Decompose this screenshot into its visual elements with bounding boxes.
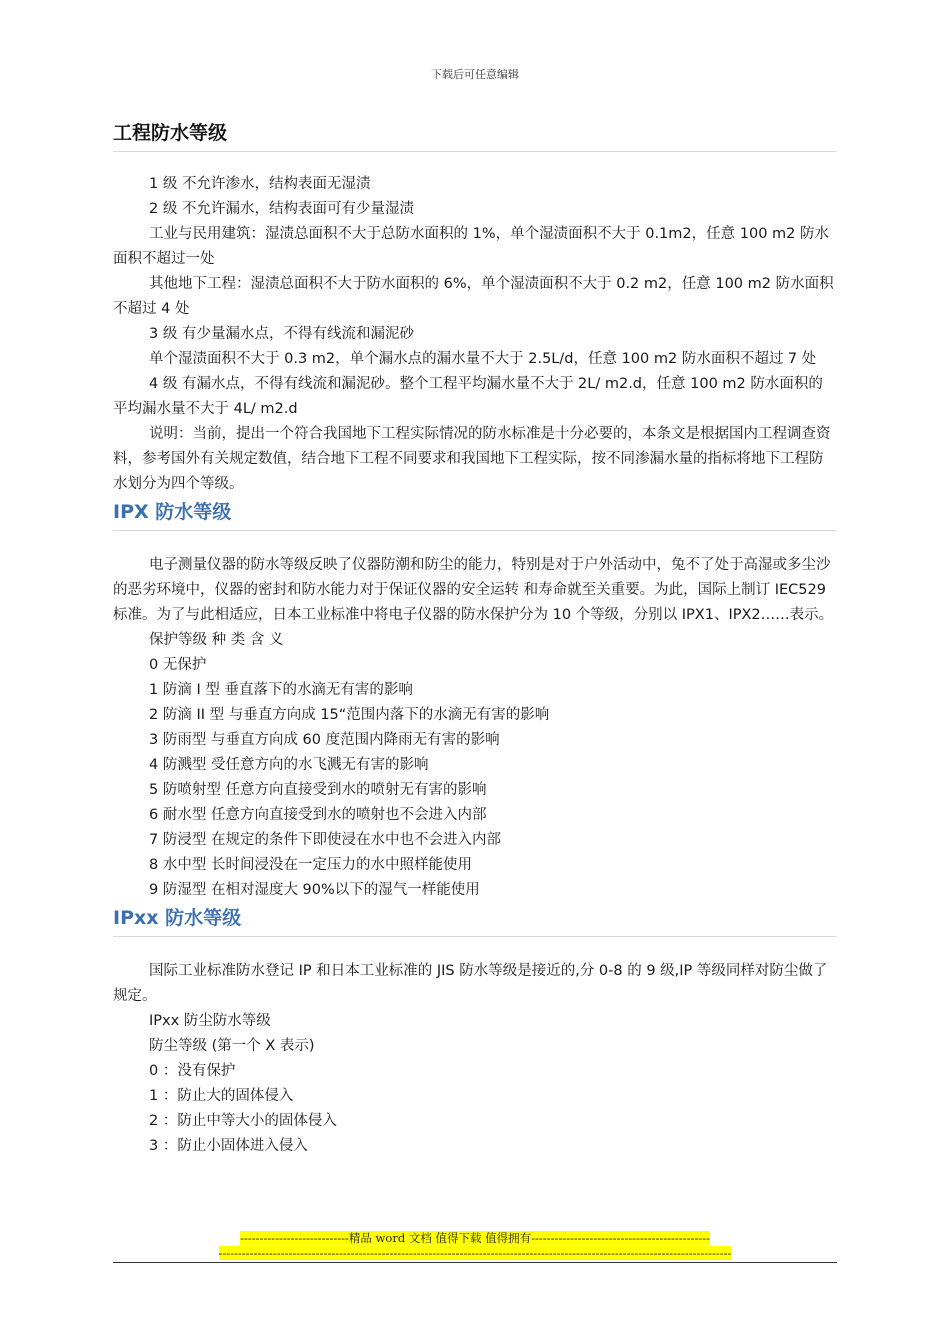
paragraph: 说明：当前，提出一个符合我国地下工程实际情况的防水标准是十分必要的，本条文是根据国内工程调查资料，参考国外有关规定数值，结合地下工程不同要求和我国地下工程实际，按不同渗漏水量的指标将地下工程防水划分为四个等级。 xyxy=(113,426,831,492)
paragraph: 其他地下工程：湿渍总面积不大于防水面积的 6%，单个湿渍面积不大于 0.2 m2，任意 100 m2 防水面积不超过 4 处 xyxy=(113,276,834,317)
list-item: 6 耐水型 任意方向直接受到水的喷射也不会进入内部 xyxy=(149,807,487,823)
list-item: 1 ：防止大的固体侵入 xyxy=(149,1088,294,1104)
section-title-engineering: 工程防水等级 xyxy=(113,118,837,152)
list-item: 防尘等级 (第一个 X 表示) xyxy=(149,1038,315,1054)
list-item: 2 ：防止中等大小的固体侵入 xyxy=(149,1113,337,1129)
paragraph: 4 级 有漏水点，不得有线流和漏泥砂。整个工程平均漏水量不大于 2L/ m2.d，任意 100 m2 防水面积的平均漏水量不大于 4L/ m2.d xyxy=(113,376,823,417)
footer-banner-line2 xyxy=(0,1246,950,1260)
list-item: 4 防溅型 受任意方向的水飞溅无有害的影响 xyxy=(149,757,429,773)
paragraph: 2 级 不允许漏水，结构表面可有少量湿渍 xyxy=(149,201,414,217)
list-item: IPxx 防尘防水等级 xyxy=(149,1013,271,1029)
list-item: 8 水中型 长时间浸没在一定压力的水中照样能使用 xyxy=(149,857,472,873)
list-item: 3 防雨型 与垂直方向成 60 度范围内降雨无有害的影响 xyxy=(149,732,500,748)
list-item: 0 ：没有保护 xyxy=(149,1063,236,1079)
list-item: 保护等级 种 类 含 义 xyxy=(149,632,284,648)
list-item: 1 防滴 I 型 垂直落下的水滴无有害的影响 xyxy=(149,682,413,698)
list-item: 5 防喷射型 任意方向直接受到水的喷射无有害的影响 xyxy=(149,782,487,798)
footer-banner-text: ----------------------------精品 word 文档 值得下载 值得拥有---------------------------------------------- xyxy=(240,1231,710,1245)
header-note: 下载后可任意编辑 xyxy=(431,68,519,81)
paragraph: 工业与民用建筑：湿渍总面积不大于总防水面积的 1%，单个湿渍面积不大于 0.1m2，任意 100 m2 防水面积不超过一处 xyxy=(113,226,829,267)
paragraph: 1 级 不允许渗水，结构表面无湿渍 xyxy=(149,176,371,192)
section-engineering-body xyxy=(113,172,837,497)
list-item: 2 防滴 II 型 与垂直方向成 15“范围内落下的水滴无有害的影响 xyxy=(149,707,550,723)
document-body xyxy=(113,118,837,1159)
list-item: 3 ：防止小固体进入侵入 xyxy=(149,1138,308,1154)
footer-divider xyxy=(113,1262,837,1263)
paragraph: 国际工业标准防水登记 IP 和日本工业标准的 JIS 防水等级是接近的,分 0-8 的 9 级,IP 等级同样对防尘做了规定。 xyxy=(113,963,828,1004)
paragraph: 3 级 有少量漏水点，不得有线流和漏泥砂 xyxy=(149,326,414,342)
footer-dash-line: ------------------------------------------------------------------------------------------------------------------------------------ xyxy=(218,1246,732,1260)
section-ipxx-body xyxy=(113,959,837,1159)
footer-banner-line1 xyxy=(0,1231,950,1245)
list-item: 9 防湿型 在相对湿度大 90%以下的湿气一样能使用 xyxy=(149,882,480,898)
list-item: 0 无保护 xyxy=(149,657,207,673)
paragraph: 电子测量仪器的防水等级反映了仪器防潮和防尘的能力，特别是对于户外活动中，兔不了处于高湿或多尘沙的恶劣环境中，仪器的密封和防水能力对于保证仪器的安全运转 和寿命就至关重要。为此，国际上制订 IEC529 标准。为了与此相适应，日本工业标准中将电子仪器的防水保护分为 10 个等级，分别以 IPX1、IPX2……表示。 xyxy=(113,557,834,623)
section-title-ipx: IPX 防水等级 xyxy=(113,497,837,531)
paragraph: 单个湿渍面积不大于 0.3 m2，单个漏水点的漏水量不大于 2.5L/d，任意 100 m2 防水面积不超过 7 处 xyxy=(149,351,817,367)
list-item: 7 防浸型 在规定的条件下即使浸在水中也不会进入内部 xyxy=(149,832,501,848)
section-ipx-body xyxy=(113,553,837,903)
section-title-ipxx: IPxx 防水等级 xyxy=(113,903,837,937)
